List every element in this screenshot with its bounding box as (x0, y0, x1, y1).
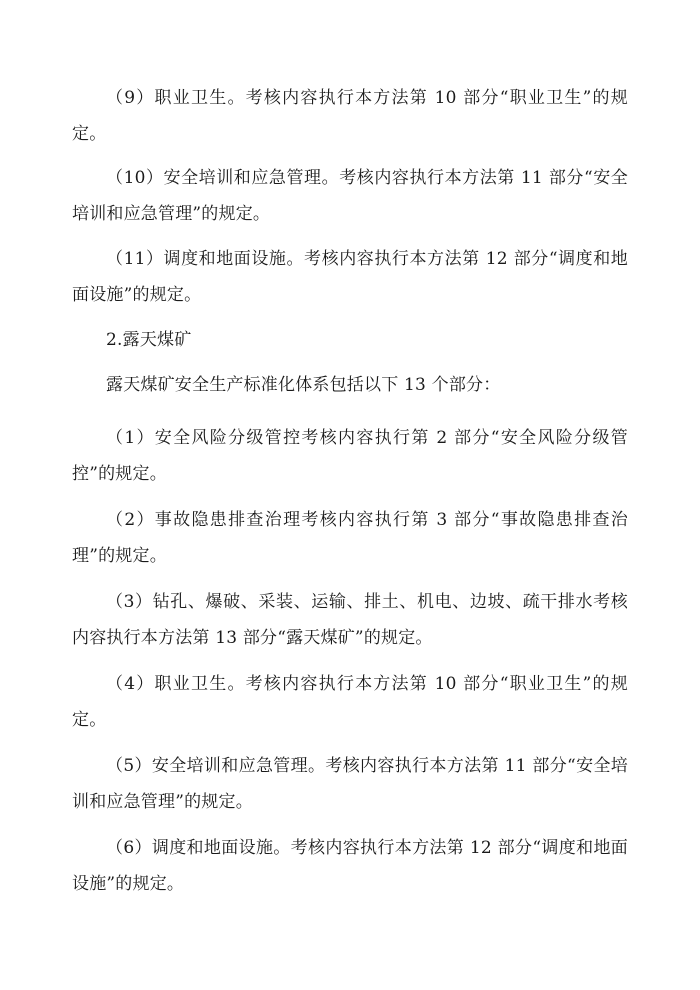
paragraph-item-4-occupational-health: （4）职业卫生。考核内容执行本方法第 10 部分“职业卫生”的规定。 (72, 674, 628, 730)
paragraph-item-10-training-emergency: （10）安全培训和应急管理。考核内容执行本方法第 11 部分“安全培训和应急管理”的规定。 (72, 168, 628, 224)
paragraph-item-2-hazard-inspection: （2）事故隐患排查治理考核内容执行第 3 部分“事故隐患排查治理”的规定。 (72, 510, 628, 566)
paragraph-item-3-open-pit-operations: （3）钻孔、爆破、采装、运输、排土、机电、边坡、疏干排水考核内容执行本方法第 13 部分“露天煤矿”的规定。 (72, 592, 628, 648)
section-heading-open-pit: 2.露天煤矿 (106, 330, 192, 350)
paragraph-item-6-dispatch-facilities: （6）调度和地面设施。考核内容执行本方法第 12 部分“调度和地面设施”的规定。 (72, 838, 628, 894)
paragraph-item-11-dispatch-facilities: （11）调度和地面设施。考核内容执行本方法第 12 部分“调度和地面设施”的规定。 (72, 249, 628, 305)
paragraph-open-pit-intro: 露天煤矿安全生产标准化体系包括以下 13 个部分： (106, 375, 501, 395)
paragraph-item-1-risk-control: （1）安全风险分级管控考核内容执行第 2 部分“安全风险分级管控”的规定。 (72, 428, 628, 484)
paragraph-item-5-training-emergency: （5）安全培训和应急管理。考核内容执行本方法第 11 部分“安全培训和应急管理”的规定。 (72, 756, 628, 812)
paragraph-item-9-occupational-health: （9）职业卫生。考核内容执行本方法第 10 部分“职业卫生”的规定。 (72, 88, 628, 144)
